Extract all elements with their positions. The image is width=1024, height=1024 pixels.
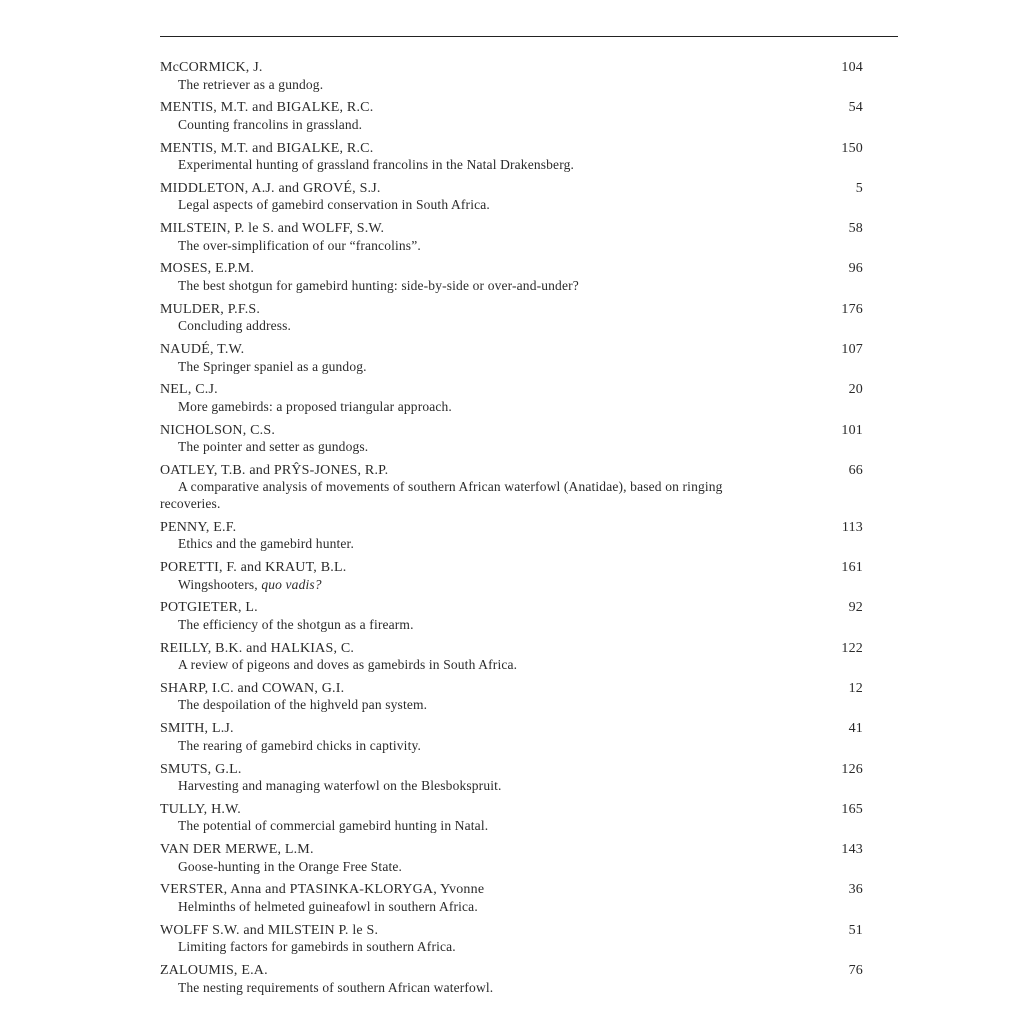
entry-title: The pointer and setter as gundogs. xyxy=(178,439,369,455)
index-entry xyxy=(160,882,863,915)
entry-page-number: 126 xyxy=(841,761,863,777)
entry-author: SMUTS, G.L. xyxy=(160,761,242,777)
entry-author: OATLEY, T.B. and PRŶS-JONES, R.P. xyxy=(160,462,389,478)
entry-page-number: 122 xyxy=(841,640,863,656)
entry-page-number: 36 xyxy=(848,882,863,898)
entry-page-number: 12 xyxy=(848,680,863,696)
index-entry xyxy=(160,100,863,133)
entry-title: Concluding address. xyxy=(178,318,292,334)
entry-author: PENNY, E.F. xyxy=(160,519,237,535)
entry-title: The retriever as a gundog. xyxy=(178,76,324,92)
entry-page-number: 176 xyxy=(841,301,863,317)
header-rule xyxy=(160,36,898,37)
index-entry xyxy=(160,802,863,835)
entry-author: REILLY, B.K. and HALKIAS, C. xyxy=(160,640,355,656)
entry-page-number: 20 xyxy=(848,382,863,398)
entry-author: WOLFF S.W. and MILSTEIN P. le S. xyxy=(160,922,379,938)
entry-author: SMITH, L.J. xyxy=(160,721,234,737)
entry-page-number: 101 xyxy=(841,422,863,438)
entry-page-number: 92 xyxy=(848,600,863,616)
entry-page-number: 165 xyxy=(841,801,863,817)
index-entry xyxy=(160,923,863,956)
entry-author: NICHOLSON, C.S. xyxy=(160,422,276,438)
index-entry xyxy=(160,423,863,456)
entry-author: MILSTEIN, P. le S. and WOLFF, S.W. xyxy=(160,221,385,237)
entry-page-number: 76 xyxy=(848,963,863,979)
entry-page-number: 104 xyxy=(841,60,863,75)
entry-author: VERSTER, Anna and PTASINKA-KLORYGA, Yvonne xyxy=(160,882,485,898)
entry-title: Ethics and the gamebird hunter. xyxy=(178,536,354,552)
entry-title: The potential of commercial gamebird hunting in Natal. xyxy=(178,818,489,834)
entry-author: MOSES, E.P.M. xyxy=(160,261,255,277)
entry-title: The rearing of gamebird chicks in captivity. xyxy=(178,737,422,753)
entry-title: Limiting factors for gamebirds in southern Africa. xyxy=(178,939,456,955)
entry-title: Goose-hunting in the Orange Free State. xyxy=(178,858,403,874)
entry-page-number: 66 xyxy=(848,462,863,478)
index-entry xyxy=(160,60,863,93)
index-entry xyxy=(160,261,863,294)
index-entry xyxy=(160,641,863,674)
entry-author: TULLY, H.W. xyxy=(160,801,241,817)
entry-title: The efficiency of the shotgun as a firearm. xyxy=(178,616,414,632)
author-index-list xyxy=(160,60,863,1003)
entry-title-text: Wingshooters, xyxy=(178,576,262,592)
entry-title: The Springer spaniel as a gundog. xyxy=(178,358,367,374)
entry-title: The nesting requirements of southern African waterfowl. xyxy=(178,979,494,995)
entry-title: Experimental hunting of grassland francolins in the Natal Drakensberg. xyxy=(178,157,575,173)
entry-author: MIDDLETON, A.J. and GROVÉ, S.J. xyxy=(160,180,381,196)
entry-author: MENTIS, M.T. and BIGALKE, R.C. xyxy=(160,100,374,116)
entry-author: ZALOUMIS, E.A. xyxy=(160,963,268,979)
index-entry xyxy=(160,181,863,214)
entry-page-number: 54 xyxy=(848,100,863,116)
entry-title: The best shotgun for gamebird hunting: side-by-side or over-and-under? xyxy=(178,277,579,293)
entry-title: A comparative analysis of movements of southern African waterfowl (Anatidae), based on ringing xyxy=(178,479,723,495)
index-entry xyxy=(160,842,863,875)
entry-author: SHARP, I.C. and COWAN, G.I. xyxy=(160,680,345,696)
entry-page-number: 161 xyxy=(841,560,863,576)
entry-author: VAN DER MERWE, L.M. xyxy=(160,842,314,858)
entry-author: POTGIETER, L. xyxy=(160,600,258,616)
index-entry xyxy=(160,520,863,553)
index-entry xyxy=(160,600,863,633)
entry-title: Counting francolins in grassland. xyxy=(178,116,363,132)
index-entry xyxy=(160,762,863,795)
entry-title-italic: quo vadis? xyxy=(261,576,322,592)
entry-title: The despoilation of the highveld pan system. xyxy=(178,697,428,713)
entry-author: McCORMICK, J. xyxy=(160,60,263,75)
entry-title: Legal aspects of gamebird conservation in South Africa. xyxy=(178,197,490,213)
entry-page-number: 113 xyxy=(841,519,863,535)
entry-page-number: 96 xyxy=(848,261,863,277)
index-entry xyxy=(160,963,863,996)
entry-page-number: 58 xyxy=(848,221,863,237)
entry-author: MENTIS, M.T. and BIGALKE, R.C. xyxy=(160,140,374,156)
index-entry xyxy=(160,302,863,335)
index-entry xyxy=(160,141,863,174)
index-entry xyxy=(160,560,863,593)
entry-author: MULDER, P.F.S. xyxy=(160,301,261,317)
index-entry xyxy=(160,342,863,375)
entry-author: NEL, C.J. xyxy=(160,382,218,398)
entry-title: Harvesting and managing waterfowl on the Blesbokspruit. xyxy=(178,778,502,794)
entry-page-number: 5 xyxy=(855,180,863,196)
entry-title: The over-simplification of our “francolins”. xyxy=(178,237,421,253)
entry-title-continuation: recoveries. xyxy=(160,495,221,511)
entry-title: More gamebirds: a proposed triangular approach. xyxy=(178,398,452,414)
index-entry xyxy=(160,382,863,415)
entry-title xyxy=(160,577,863,594)
index-entry xyxy=(160,721,863,754)
entry-author: NAUDÉ, T.W. xyxy=(160,342,245,358)
index-entry xyxy=(160,681,863,714)
index-entry xyxy=(160,463,863,513)
entry-title: A review of pigeons and doves as gamebirds in South Africa. xyxy=(178,657,518,673)
entry-title: Helminths of helmeted guineafowl in southern Africa. xyxy=(178,898,478,914)
index-entry xyxy=(160,221,863,254)
entry-page-number: 107 xyxy=(841,342,863,358)
entry-page-number: 41 xyxy=(848,721,863,737)
entry-page-number: 143 xyxy=(841,842,863,858)
entry-page-number: 150 xyxy=(841,140,863,156)
entry-page-number: 51 xyxy=(848,922,863,938)
entry-author: PORETTI, F. and KRAUT, B.L. xyxy=(160,560,347,576)
